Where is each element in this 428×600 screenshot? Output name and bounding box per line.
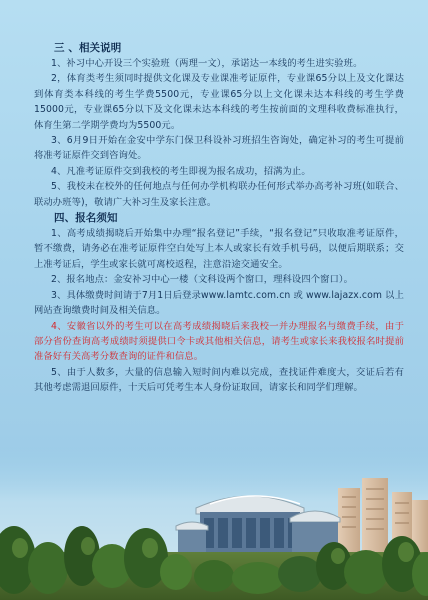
section4-item-2: 2、报名地点：金安补习中心一楼（文科设两个窗口，理科设四个窗口）。 — [51, 274, 354, 286]
website-link-2: www.lajazx.com — [306, 289, 383, 301]
section4-item-4: 4、安徽省以外的考生可以在高考成绩揭晓后来我校一并办理报名与缴费手续，由于部分省份查询高考成绩时须提供口令卡或其他相关信息，请考生或家长来我校报名时提前准备好有关高考分数查询的证件和信息。 — [34, 320, 404, 363]
section3-heading: 三 、相关说明 — [54, 42, 122, 54]
item3-middle: 或 — [290, 289, 307, 301]
section4-item-1: 1、高考成绩揭晓后开始集中办理“报名登记”手续，“报名登记”只收取准考证原件，暂不缴费，请务必在准考证原件空白处写上本人或家长有效手机号码，以便后期联系；交上准考证后，学生或家长就可离校返程，注意沿途交通安全。 — [34, 228, 404, 270]
section4-item-3 — [34, 288, 404, 319]
campus-photo — [0, 448, 428, 600]
section3-item-2: 2，体育类考生须同时提供文化课及专业课准考证原件，专业课65分以上及文化课达到体育类本科线的考生学费5500元，专业课65分以上文化课未达本科线的考生学费15000元，专业课65分以下及文化课未达本科线的考生按前面的文理科收费标准执行，体育生第二学期学费均为5500元。 — [34, 73, 404, 131]
item3-prefix: 3、具体缴费时间请于7月1日后登录 — [51, 289, 202, 301]
item3-suffix: 以上网站查询缴费时间及相关信息。 — [34, 289, 404, 317]
section3-item-1: 1、补习中心开设三个实验班（两理一文），承诺达一本线的考生进实验班。 — [51, 58, 363, 69]
notice-content — [34, 40, 404, 396]
section4-item-5: 5、由于人数多，大量的信息输入短时间内难以完成，查找证件难度大，交证后若有其他考虑需退回原件，十天后可凭考生本人身份证取回，请家长和同学们理解。 — [34, 366, 404, 394]
section3-item-3: 3、6月9日开始在金安中学东门保卫科设补习班招生咨询处，确定补习的考生可提前将准考证原件交到咨询处。 — [34, 135, 404, 162]
section3-item-5: 5、我校未在校外的任何地点与任何办学机构联办任何形式举办高考补习班(如联合、联动办班等)，敬请广大补习生及家长注意。 — [34, 181, 404, 208]
section4-heading: 四、报名须知 — [54, 212, 118, 225]
section3-item-4: 4、凡准考证原件交到我校的考生即视为报名成功，招满为止。 — [51, 165, 311, 177]
website-link-1: www.lamtc.com.cn — [201, 289, 291, 301]
campus-scene-illustration — [0, 448, 428, 600]
